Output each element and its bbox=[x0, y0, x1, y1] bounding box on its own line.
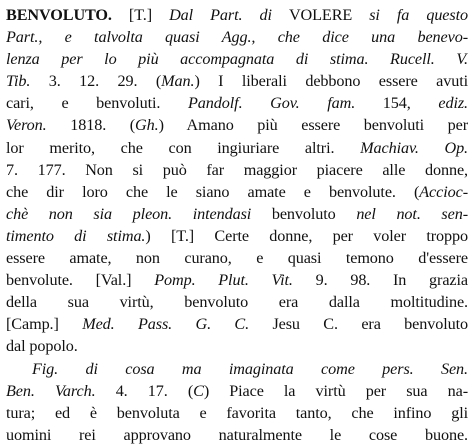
text-run: chè non sia pleon. intendasi bbox=[6, 204, 272, 223]
text-run: tura; ed è benvoluta e favorita tanto, che infino gli bbox=[6, 403, 468, 422]
text-run: [Camp.] bbox=[6, 315, 83, 334]
text-run: Veron. bbox=[6, 116, 47, 135]
text-run: ) [T.] Certe donne, per voler troppo bbox=[145, 226, 468, 245]
text-line-13 bbox=[6, 269, 468, 291]
text-run: dal popolo. bbox=[6, 337, 78, 356]
text-run: essere amate, non curano, e quasi temono d'essere bbox=[6, 249, 468, 268]
text-run: lor merito, che con ingiuriare altri. bbox=[6, 138, 361, 157]
headword: BENVOLUTO. bbox=[6, 6, 112, 24]
text-run: nel not. sen- bbox=[335, 204, 468, 223]
text-line-4 bbox=[6, 70, 468, 92]
text-line-6 bbox=[6, 114, 468, 136]
text-run: Med. Pass. G. C. bbox=[82, 315, 250, 334]
text-run: VOLERE bbox=[288, 6, 353, 24]
text-line-10 bbox=[6, 203, 468, 225]
text-line-7 bbox=[6, 137, 468, 159]
text-run: 9. 98. In grazia bbox=[292, 271, 468, 290]
text-run: 3. 12. 29. ( bbox=[30, 72, 162, 91]
text-line-12 bbox=[6, 247, 468, 269]
text-run: Tib. bbox=[6, 72, 31, 91]
text-run: ) Amano più essere benvoluti per bbox=[158, 116, 468, 135]
text-run: Pandolf. Gov. fam. bbox=[188, 94, 356, 113]
text-run: Gh. bbox=[135, 116, 159, 135]
text-run: si fa questo bbox=[352, 6, 468, 24]
text-run: Pomp. Plut. Vit. bbox=[154, 271, 293, 290]
text-run: Accioc- bbox=[419, 182, 468, 201]
text-run: Ben. Varch. bbox=[6, 381, 96, 400]
text-line-17 bbox=[6, 358, 468, 380]
text-run: benvolute. [Val.] bbox=[6, 271, 155, 290]
text-line-15 bbox=[6, 313, 468, 335]
text-run: Machiav. Op. bbox=[360, 138, 468, 157]
text-line-18 bbox=[6, 380, 468, 402]
text-run: 1818. ( bbox=[46, 116, 136, 135]
text-run: lenza per lo più accompagnata di stima. Rucell. V. bbox=[6, 50, 468, 69]
text-run: Man. bbox=[161, 72, 195, 91]
text-run: benvoluto bbox=[271, 204, 336, 223]
text-run: Dal Part. di bbox=[169, 6, 289, 24]
text-run: 154, bbox=[355, 94, 439, 113]
text-run: uomini rei approvano naturalmente le cose buone. bbox=[6, 425, 468, 444]
text-line-2 bbox=[6, 26, 468, 48]
text-line-1 bbox=[6, 4, 468, 26]
text-run: Fig. di cosa ma imaginata come pers. Sen. bbox=[32, 359, 468, 378]
text-line-16 bbox=[6, 335, 468, 357]
text-line-20 bbox=[6, 424, 468, 446]
text-run: della sua virtù, benvoluto era dalla moltitudine. bbox=[6, 293, 468, 312]
dictionary-entry bbox=[6, 4, 468, 446]
text-line-14 bbox=[6, 291, 468, 313]
text-run: che dir loro che le siano amate e benvolute. ( bbox=[6, 182, 420, 201]
text-line-9 bbox=[6, 181, 468, 203]
text-run: Jesu C. era benvoluto bbox=[249, 315, 468, 334]
text-line-5 bbox=[6, 92, 468, 114]
text-run: ) I liberali debbono essere avuti bbox=[194, 72, 468, 91]
text-line-19 bbox=[6, 402, 468, 424]
text-run: ) Piace la virtù per sua na- bbox=[203, 381, 468, 400]
text-line-3 bbox=[6, 48, 468, 70]
text-run: 7. 177. Non si può far maggior piacere alle donne, bbox=[6, 160, 468, 179]
text-run: [T.] bbox=[111, 6, 170, 24]
text-line-11 bbox=[6, 225, 468, 247]
text-run: 4. 17. ( bbox=[95, 381, 194, 400]
text-run: timento di stima. bbox=[6, 226, 146, 245]
text-line-8 bbox=[6, 159, 468, 181]
text-run: C bbox=[193, 381, 204, 400]
text-run: Part., e talvolta quasi Agg., che dice una benevo- bbox=[6, 28, 468, 47]
text-run: ediz. bbox=[438, 94, 468, 113]
text-run: cari, e benvoluti. bbox=[6, 94, 189, 113]
